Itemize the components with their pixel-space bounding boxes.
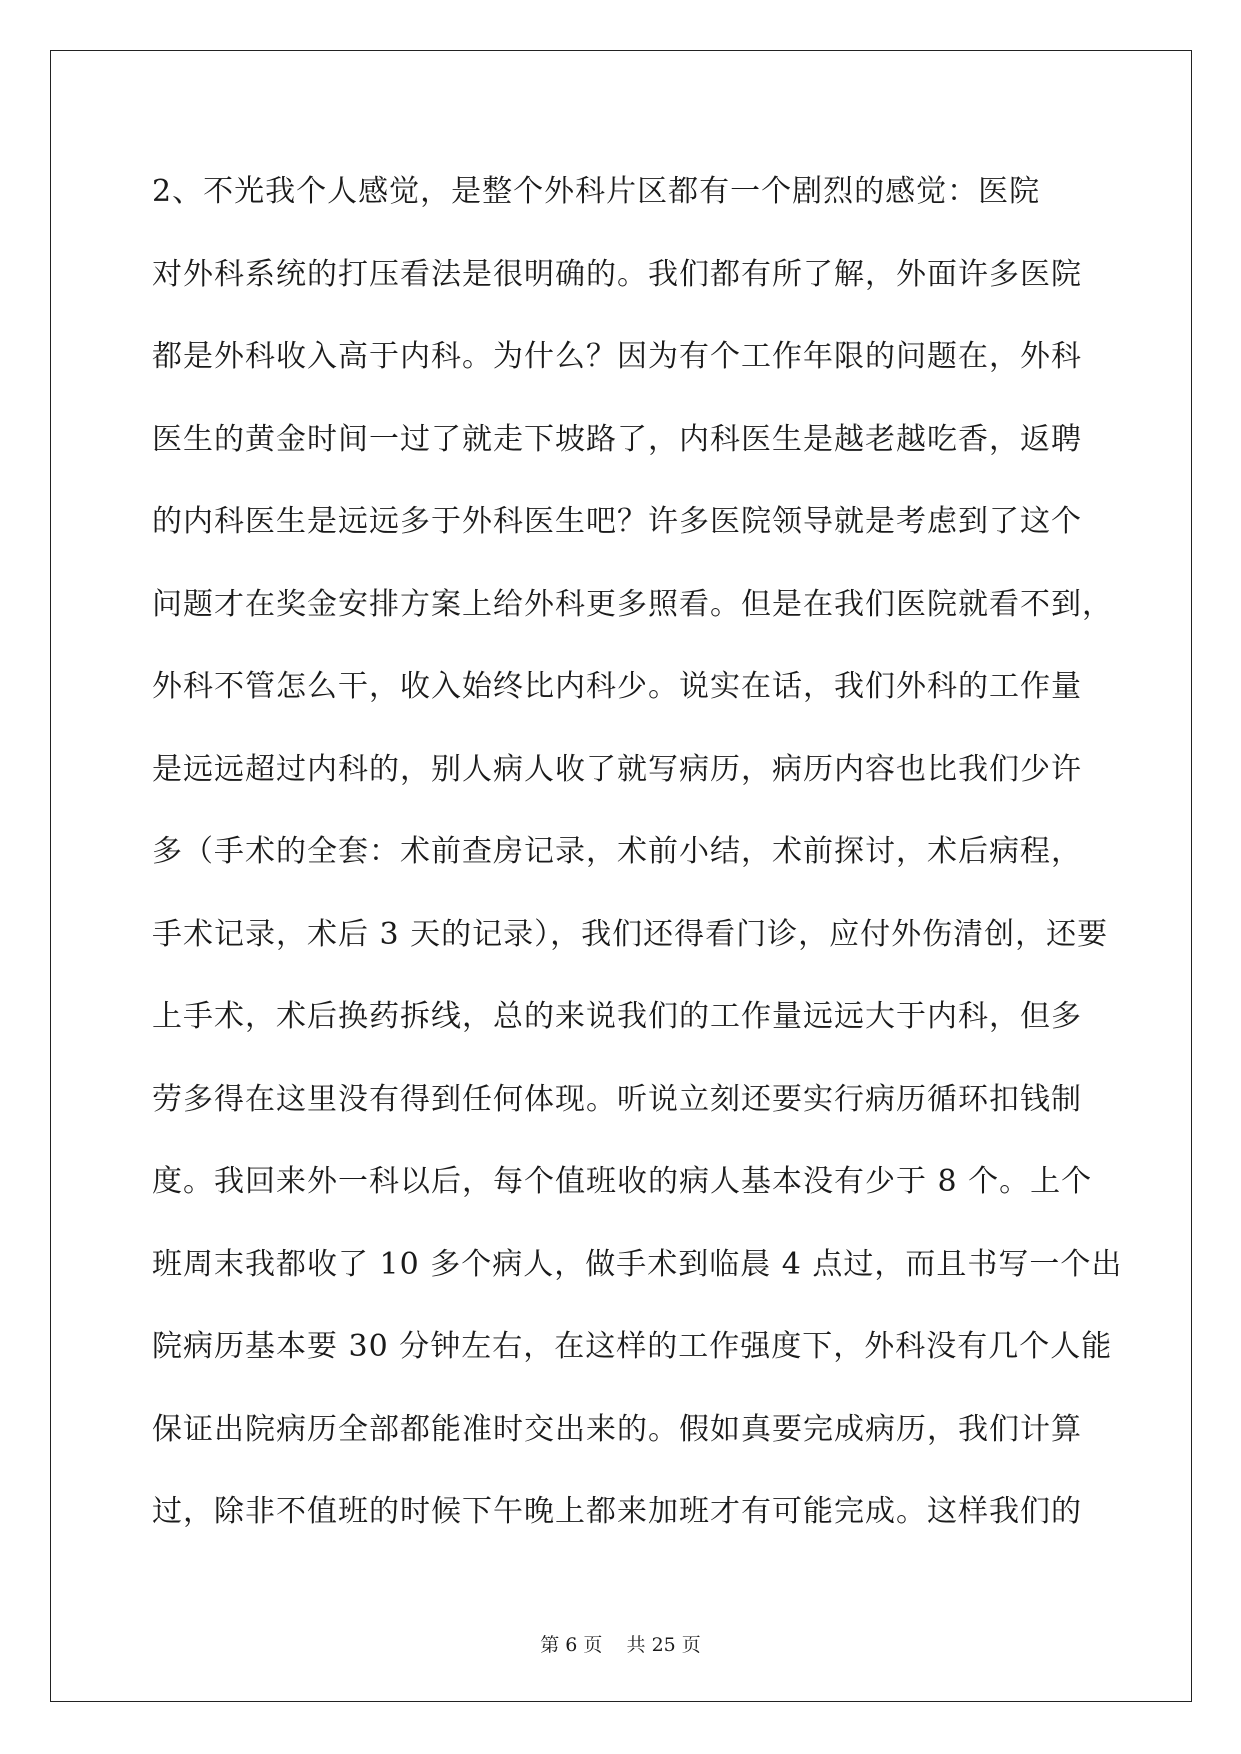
text-line: 多（手术的全套：术前查房记录，术前小结，术前探讨，术后病程， [152,834,1082,869]
text-line: 医生的黄金时间一过了就走下坡路了，内科医生是越老越吃香，返聘 [152,421,1082,457]
text-line: 上手术，术后换药拆线，总的来说我们的工作量远远大于内科，但多 [152,999,1082,1034]
text-line: 保证出院病历全部都能准时交出来的。假如真要完成病历，我们计算 [152,1411,1082,1447]
text-line: 是远远超过内科的，别人病人收了就写病历，病历内容也比我们少许 [152,751,1082,787]
text-line: 都是外科收入高于内科。为什么？因为有个工作年限的问题在，外科 [152,339,1082,374]
page-total: 共 25 页 [626,1634,701,1656]
text-line: 度。我回来外一科以后，每个值班收的病人基本没有少于 8 个。上个 [152,1164,1093,1199]
text-line: 劳多得在这里没有得到任何体现。听说立刻还要实行病历循环扣钱制 [152,1081,1082,1117]
text-line: 过，除非不值班的时候下午晚上都来加班才有可能完成。这样我们的 [152,1494,1082,1529]
page-footer [0,1630,1241,1657]
page-number: 第 6 页 [540,1634,603,1656]
text-line: 的内科医生是远远多于外科医生吧？许多医院领导就是考虑到了这个 [152,504,1082,539]
text-line: 院病历基本要 30 分钟左右，在这样的工作强度下，外科没有几个人能 [152,1329,1113,1364]
document-body [152,162,1123,1565]
text-line: 手术记录，术后 3 天的记录），我们还得看门诊，应付外伤清创，还要 [152,916,1109,952]
text-line: 2、不光我个人感觉，是整个外科片区都有一个剧烈的感觉：医院 [152,174,1041,209]
text-line: 班周末我都收了 10 多个病人，做手术到临晨 4 点过，而且书写一个出 [152,1246,1123,1282]
text-line: 问题才在奖金安排方案上给外科更多照看。但是在我们医院就看不到， [152,586,1113,622]
text-line: 对外科系统的打压看法是很明确的。我们都有所了解，外面许多医院 [152,256,1082,292]
text-line: 外科不管怎么干，收入始终比内科少。说实在话，我们外科的工作量 [152,669,1082,704]
